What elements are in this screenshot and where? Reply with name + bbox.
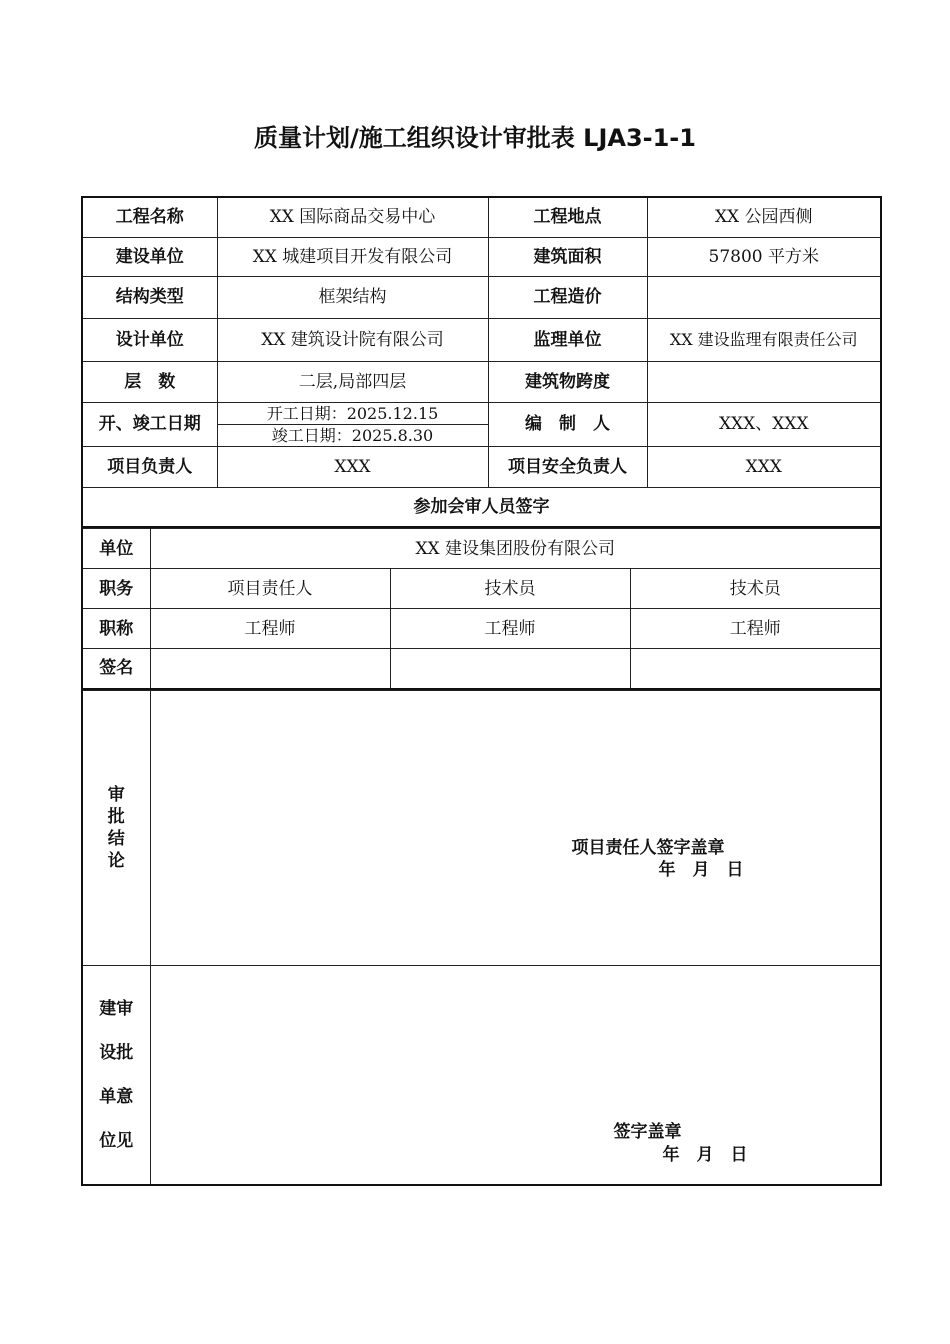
compiler-label: 编 制 人 — [488, 402, 647, 446]
approval-conclusion-label: 审 批 结 论 — [82, 690, 150, 965]
project-cost-value — [647, 276, 881, 318]
info-row — [82, 446, 881, 487]
project-cost-label: 工程造价 — [488, 276, 647, 318]
unit-row — [82, 529, 881, 569]
review-heading: 参加会审人员签字 — [82, 487, 881, 527]
title-value: 工程师 — [390, 609, 630, 649]
approval-conclusion-area[interactable] — [150, 690, 881, 965]
structure-type-value: 框架结构 — [217, 276, 488, 318]
signature-cell[interactable] — [630, 649, 881, 689]
unit-label: 单位 — [82, 529, 150, 569]
leader-signature-label: 项目责任人签字盖章 — [571, 837, 725, 858]
approval-date-label: 年 月 日 — [658, 859, 744, 880]
position-value: 技术员 — [630, 569, 881, 609]
opinion-row — [82, 965, 881, 1185]
owner-opinion-area[interactable] — [150, 965, 881, 1185]
compiler-value: XXX、XXX — [647, 402, 881, 446]
project-leader-value: XXX — [217, 446, 488, 487]
position-value: 项目责任人 — [150, 569, 390, 609]
signature-label: 签名 — [82, 649, 150, 689]
structure-type-label: 结构类型 — [82, 276, 217, 318]
project-location-value: XX 公园西侧 — [647, 197, 881, 237]
review-table — [81, 528, 882, 690]
dates-label: 开、竣工日期 — [82, 402, 217, 446]
seal-signature-label: 签字盖章 — [613, 1121, 682, 1142]
page-title: 质量计划/施工组织设计审批表 LJA3-1-1 — [254, 124, 696, 152]
design-unit-value: XX 建筑设计院有限公司 — [217, 318, 488, 361]
building-span-label: 建筑物跨度 — [488, 361, 647, 402]
title-value: 工程师 — [150, 609, 390, 649]
info-row — [82, 318, 881, 361]
signature-row — [82, 649, 881, 689]
title-label: 职称 — [82, 609, 150, 649]
project-name-value: XX 国际商品交易中心 — [217, 197, 488, 237]
title-row — [82, 609, 881, 649]
project-leader-label: 项目负责人 — [82, 446, 217, 487]
position-value: 技术员 — [390, 569, 630, 609]
floors-value: 二层,局部四层 — [217, 361, 488, 402]
conclusion-table — [81, 690, 882, 1187]
info-row — [82, 197, 881, 237]
signature-cell[interactable] — [150, 649, 390, 689]
safety-leader-value: XXX — [647, 446, 881, 487]
building-area-label: 建筑面积 — [488, 237, 647, 276]
approval-row — [82, 690, 881, 965]
review-heading-row — [82, 487, 881, 527]
owner-label: 建设单位 — [82, 237, 217, 276]
completion-date: 竣工日期：2025.8.30 — [271, 425, 434, 445]
approval-form — [81, 196, 880, 1186]
info-row — [82, 361, 881, 402]
design-unit-label: 设计单位 — [82, 318, 217, 361]
supervision-unit-label: 监理单位 — [488, 318, 647, 361]
building-area-value: 57800 平方米 — [647, 237, 881, 276]
position-label: 职务 — [82, 569, 150, 609]
info-row — [82, 402, 881, 446]
owner-value: XX 城建项目开发有限公司 — [217, 237, 488, 276]
safety-leader-label: 项目安全负责人 — [488, 446, 647, 487]
info-row — [82, 276, 881, 318]
opinion-date-label: 年 月 日 — [662, 1144, 748, 1165]
project-location-label: 工程地点 — [488, 197, 647, 237]
position-row — [82, 569, 881, 609]
building-span-value — [647, 361, 881, 402]
dates-value — [217, 402, 488, 446]
project-info-table — [81, 196, 882, 528]
supervision-unit-value: XX 建设监理有限责任公司 — [647, 318, 881, 361]
start-date: 开工日期：2025.12.15 — [218, 403, 488, 425]
unit-value: XX 建设集团股份有限公司 — [150, 529, 881, 569]
signature-cell[interactable] — [390, 649, 630, 689]
title-value: 工程师 — [630, 609, 881, 649]
info-row — [82, 237, 881, 276]
owner-opinion-label: 建审 设批 单意 位见 — [82, 965, 150, 1185]
floors-label: 层 数 — [82, 361, 217, 402]
project-name-label: 工程名称 — [82, 197, 217, 237]
